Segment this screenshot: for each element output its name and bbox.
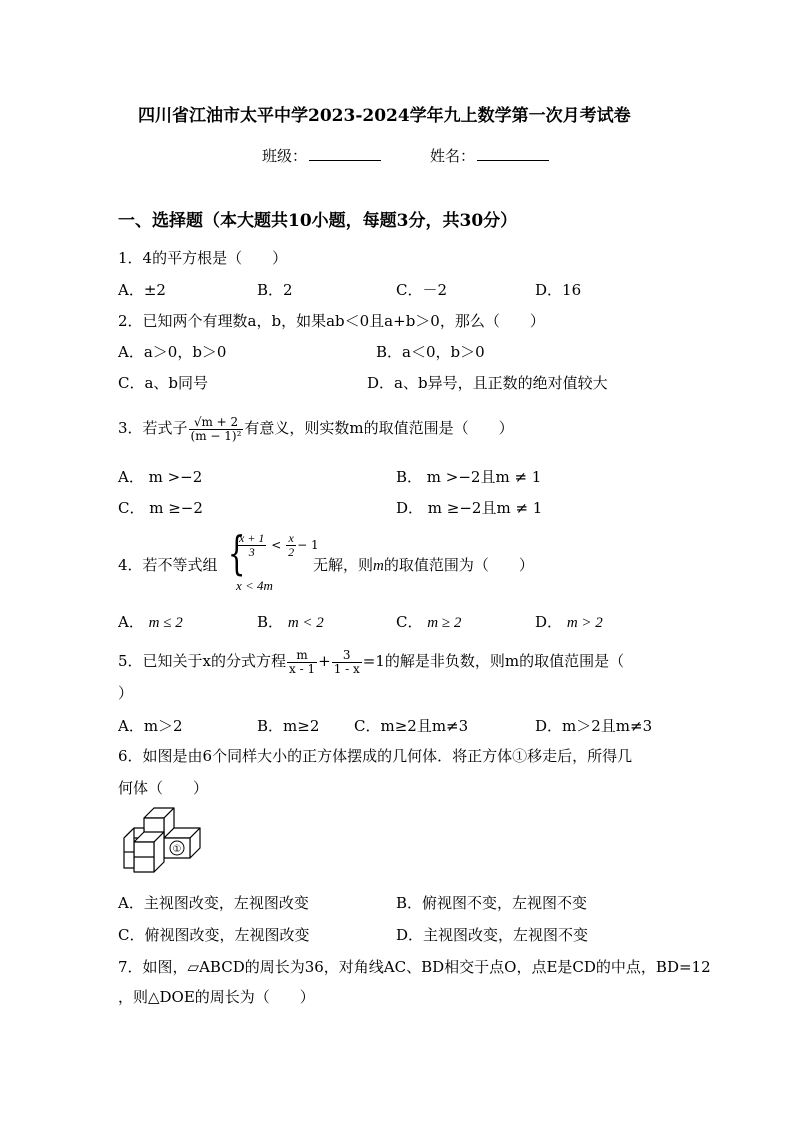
- q4-d-text: m > 2: [566, 615, 603, 631]
- q4-option-a: [118, 612, 183, 633]
- q5-frac-1: [287, 649, 317, 676]
- name-label: 姓名：: [430, 147, 476, 165]
- q4-option-d: [535, 612, 603, 633]
- q2-option-b: B．a＜0，b＞0: [376, 343, 485, 361]
- q5-frac-1-den: x - 1: [289, 661, 316, 676]
- q2-option-a: A．a＞0，b＞0: [118, 343, 227, 361]
- q6-option-b: B．俯视图不变，左视图不变: [396, 894, 588, 912]
- question-5-stem: [118, 641, 624, 681]
- q4-suffix-text: 无解，则: [313, 556, 374, 574]
- q5-frac-2: [332, 649, 362, 676]
- question-7-stem-line1: 7．如图，▱ABCD的周长为36，对角线AC、BD相交于点O，点E是CD的中点，BD=12: [118, 958, 711, 976]
- q4-inequality-2: x < 4m: [236, 578, 273, 593]
- q2-option-d: D．a、b异号，且正数的绝对值较大: [367, 374, 608, 392]
- class-label: 班级：: [262, 147, 308, 165]
- question-6-stem-line2: 何体（ ）: [118, 779, 209, 797]
- q6-option-d: D．主视图改变，左视图不变: [396, 926, 589, 944]
- q4-option-b: [257, 612, 324, 633]
- q4-tail: − 1: [297, 538, 319, 552]
- q3-denominator: (m − 1)²: [190, 428, 242, 443]
- q4-frac-2-den: 2: [288, 545, 295, 559]
- q4-b-label: B．: [257, 613, 284, 631]
- q4-inequality-1: [236, 532, 319, 559]
- q6-option-a: A．主视图改变，左视图改变: [118, 894, 309, 912]
- q4-frac-1: [237, 532, 266, 559]
- q3-option-c: C． m ≥−2: [118, 499, 203, 517]
- q4-c-label: C．: [396, 613, 423, 631]
- q5-line-2: ）: [118, 684, 134, 702]
- q5-option-a: A．m＞2: [118, 717, 183, 735]
- q4-b-text: m < 2: [287, 615, 324, 631]
- q5-frac-2-den: 1 - x: [333, 661, 360, 676]
- q5-plus: +: [318, 652, 331, 670]
- q1-option-d: D．16: [535, 281, 582, 299]
- question-1-stem: 1．4的平方根是（ ）: [118, 249, 288, 267]
- q3-prefix: 3．若式子: [118, 419, 188, 437]
- question-7-stem-line2: ，则△DOE的周长为（ ）: [118, 988, 315, 1006]
- q5-frac-1-num: m: [287, 649, 317, 663]
- q5-frac-2-num: 3: [332, 649, 362, 663]
- q1-option-c: C．－2: [396, 281, 448, 299]
- q4-a-label: A．: [118, 613, 144, 631]
- q4-frac-2-num: x: [286, 532, 296, 546]
- q3-fraction: [189, 416, 244, 443]
- class-blank: [309, 146, 381, 161]
- page-title: 四川省江油市太平中学2023-2024学年九上数学第一次月考试卷: [138, 106, 631, 126]
- q4-a-text: m ≤ 2: [148, 615, 183, 631]
- q3-option-b: B． m >−2且m ≠ 1: [396, 468, 542, 486]
- q5-option-c: C．m≥2且m≠3: [354, 717, 469, 735]
- q4-m: m: [373, 558, 384, 574]
- q4-option-c: [396, 612, 461, 633]
- q5-option-d: D．m＞2且m≠3: [535, 717, 653, 735]
- q4-d-label: D．: [535, 613, 563, 631]
- q3-option-d: D． m ≥−2且m ≠ 1: [396, 499, 543, 517]
- q4-prefix: 4．若不等式组: [118, 556, 218, 574]
- q2-option-c: C．a、b同号: [118, 374, 209, 392]
- q1-option-a: A．±2: [118, 281, 166, 299]
- q4-frac-1-den: 3: [248, 545, 255, 559]
- q3-numerator: √m + 2: [189, 416, 244, 430]
- q4-frac-2: [286, 532, 296, 559]
- name-field: [430, 146, 549, 166]
- question-6-stem-line1: 6．如图是由6个同样大小的正方体摆成的几何体．将正方体①移走后，所得几: [118, 747, 633, 765]
- name-blank: [477, 146, 549, 161]
- q1-option-b: B．2: [257, 281, 293, 299]
- q5-option-b: B．m≥2: [257, 717, 320, 735]
- q4-brace: {: [227, 526, 246, 580]
- q4-lt: <: [271, 538, 282, 552]
- q3-option-a: A． m >−2: [118, 468, 203, 486]
- q4-suffix-text-2: 的取值范围为（ ）: [383, 556, 534, 574]
- q5-suffix: =1的解是非负数，则m的取值范围是（: [362, 652, 625, 670]
- class-field: [262, 146, 381, 166]
- q4-suffix: [313, 555, 534, 576]
- cube-figure: [118, 804, 210, 878]
- q5-prefix: 5．已知关于x的分式方程: [118, 652, 287, 670]
- section-heading: 一、选择题（本大题共10小题，每题3分，共30分）: [118, 211, 518, 231]
- q4-c-text: m ≥ 2: [427, 615, 462, 631]
- question-3-stem: [118, 408, 514, 448]
- question-2-stem: 2．已知两个有理数a，b，如果ab＜0且a+b＞0，那么（ ）: [118, 312, 545, 330]
- q3-suffix: 有意义，则实数m的取值范围是（ ）: [244, 419, 514, 437]
- q6-option-c: C．俯视图改变，左视图改变: [118, 926, 310, 944]
- q4-frac-1-num: x + 1: [239, 531, 265, 545]
- cube-one-label: ①: [172, 844, 182, 855]
